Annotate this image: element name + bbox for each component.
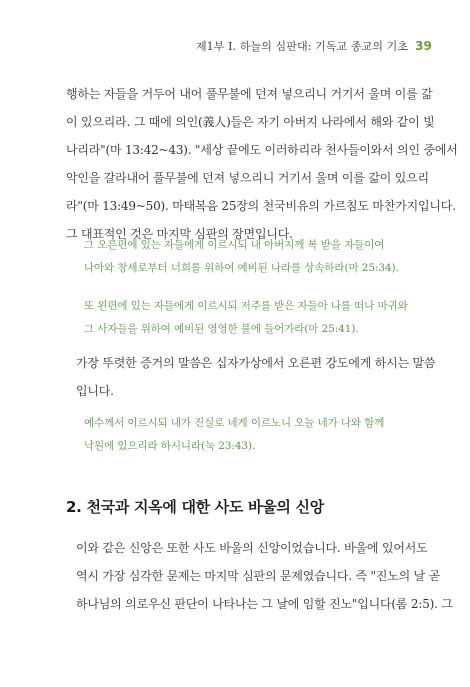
section-heading: 2. 천국과 지옥에 대한 사도 바울의 신앙: [66, 498, 324, 516]
paragraph-line: 나리라"(마 13:42~43). "세상 끝에도 이러하리라 천사들이와서 의인 중에서: [66, 143, 458, 157]
scripture-quote-1: [84, 234, 424, 280]
paragraph-line: 이와 같은 신앙은 또한 사도 바울의 신앙이었습니다. 바울에 있어서도: [76, 541, 428, 555]
paragraph-line: 이 있으리라. 그 때에 의인(義人)들은 자기 아버지 나라에서 해와 같이 빛: [66, 115, 435, 129]
quote-line: 예수께서 이르시되 내가 진실로 네게 이르노니 오늘 네가 나와 함께: [84, 417, 385, 429]
scripture-quote-2: [84, 295, 424, 341]
quote-line: 나아와 창세로부터 너희를 위하여 예비된 나라를 상속하라(마 25:34).: [84, 262, 399, 274]
scripture-quote-3: [84, 412, 424, 458]
body-paragraph-1: [66, 80, 458, 248]
paragraph-line: 입니다.: [76, 384, 114, 398]
quote-line: 또 왼편에 있는 자들에게 이르시되 저주를 받은 자들아 나를 떠나 마귀와: [84, 300, 408, 312]
running-head-title: 제1부 Ⅰ. 하늘의 심판대: 기독교 종교의 기초: [195, 40, 409, 53]
running-head: [196, 38, 432, 54]
quote-line: 낙원에 있으리라 하시니라(눅 23:43).: [84, 440, 256, 452]
paragraph-line: 하나님의 의로우신 판단이 나타나는 그 날에 임할 진노"입니다(롬 2:5). 그: [76, 597, 453, 611]
quote-line: 그 오른편에 있는 자들에게 이르시되 내 아버지께 복 받을 자들이여: [84, 239, 385, 251]
paragraph-line: 행하는 자들을 거두어 내어 풀무불에 던져 넣으리니 거기서 울며 이를 갊: [66, 87, 433, 101]
paragraph-line: 악인을 갈라내어 풀무불에 던져 넣으리니 거기서 울며 이를 갊이 있으리: [66, 171, 429, 185]
body-paragraph-2: [66, 349, 436, 405]
paragraph-line: 가장 뚜렷한 증거의 말씀은 십자가상에서 오른편 강도에게 하시는 말씀: [76, 356, 436, 370]
quote-line: 그 사자들을 위하여 예비된 영영한 불에 들어가라(마 25:41).: [84, 323, 359, 335]
paragraph-line: 역시 가장 심각한 문제는 마지막 심판의 문제였습니다. 즉 "진노의 날 곧: [76, 569, 441, 583]
paragraph-line: 그 대표적인 것은 마지막 심판의 장면입니다.: [66, 227, 293, 241]
paragraph-line: 라"(마 13:49~50). 마태복음 25장의 천국비유의 가르침도 마찬가지입니다.: [66, 199, 456, 213]
page-number: 39: [415, 39, 432, 53]
body-paragraph-3: [66, 534, 453, 618]
